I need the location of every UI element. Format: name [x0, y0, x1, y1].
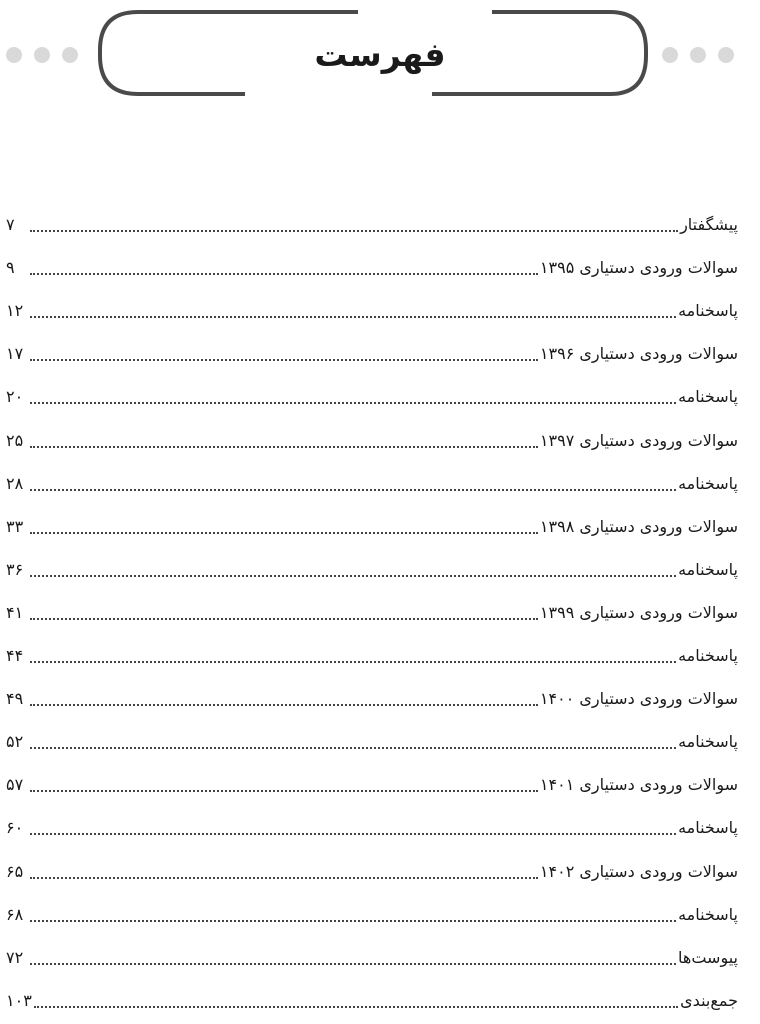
toc-dot-leader [34, 1006, 678, 1008]
toc-entry-page-number: ۱۰۳ [6, 990, 32, 1010]
toc-dot-leader [30, 359, 538, 361]
toc-entry-label: سوالات ورودی دستیاری ۱۳۹۵ [539, 258, 738, 278]
toc-entry-label: جمع‌بندی [680, 990, 738, 1010]
toc-entry-page-number: ۳۳ [6, 516, 24, 536]
page-title: فهرست [314, 35, 446, 74]
toc-entry-page-number: ۴۴ [6, 646, 24, 665]
toc-entry-label: سوالات ورودی دستیاری ۱۳۹۶ [539, 344, 738, 364]
toc-entry-label: سوالات ورودی دستیاری ۱۳۹۷ [539, 430, 738, 450]
toc-dot-leader [30, 920, 676, 922]
toc-entry-page-number: ۶۵ [6, 861, 24, 881]
toc-dot-leader [30, 704, 538, 706]
toc-entry-page-number: ۶۸ [6, 904, 24, 924]
toc-entry[interactable] [6, 416, 738, 452]
toc-entry-page-number: ۲۰ [6, 387, 24, 407]
toc-entry-label: سوالات ورودی دستیاری ۱۴۰۰ [539, 689, 738, 709]
toc-entry-label: سوالات ورودی دستیاری ۱۳۹۸ [539, 516, 738, 536]
toc-entry[interactable] [6, 459, 738, 495]
toc-entry[interactable] [6, 631, 738, 667]
toc-dot-leader [30, 661, 676, 663]
toc-entry-page-number: ۷۲ [6, 947, 24, 967]
toc-entry[interactable] [6, 200, 738, 236]
toc-entry[interactable] [6, 890, 738, 926]
toc-entry-label: پاسخنامه [678, 301, 738, 321]
toc-entry[interactable] [6, 502, 738, 538]
toc-dot-leader [30, 316, 676, 318]
toc-entry[interactable] [6, 545, 738, 581]
toc-entry[interactable] [6, 674, 738, 710]
toc-entry-page-number: ۴۹ [6, 689, 24, 709]
decorative-dot [662, 47, 678, 63]
decorative-dot [6, 47, 22, 63]
toc-entry-label: پاسخنامه [678, 646, 738, 665]
decorative-dot [62, 47, 78, 63]
toc-entry-page-number: ۷ [6, 215, 15, 234]
page-header [0, 0, 760, 110]
toc-dot-leader [30, 963, 676, 965]
toc-entry-label: پاسخنامه [678, 387, 738, 407]
toc-entry-page-number: ۶۰ [6, 818, 24, 838]
toc-entry-page-number: ۳۶ [6, 559, 24, 579]
toc-entry-page-number: ۹ [6, 258, 15, 278]
toc-entry-page-number: ۱۲ [6, 301, 24, 321]
toc-entry-label: پاسخنامه [678, 732, 738, 752]
toc-dot-leader [30, 230, 678, 232]
toc-dot-leader [30, 747, 676, 749]
toc-dot-leader [30, 532, 538, 534]
toc-entry-label: پیشگفتار [680, 215, 738, 234]
toc-dot-leader [30, 489, 676, 491]
decorative-dot [718, 47, 734, 63]
toc-entry-label: پاسخنامه [678, 818, 738, 838]
toc-entry-page-number: ۲۸ [6, 473, 24, 493]
toc-entry[interactable] [6, 243, 738, 279]
toc-entry-label: پاسخنامه [678, 473, 738, 493]
toc-dot-leader [30, 273, 538, 275]
toc-entry-page-number: ۴۱ [6, 602, 24, 622]
toc-dot-leader [30, 618, 538, 620]
toc-entry-label: سوالات ورودی دستیاری ۱۳۹۹ [539, 602, 738, 622]
decorative-dot [34, 47, 50, 63]
toc-entry[interactable] [6, 760, 738, 796]
toc-entry-label: پیوست‌ها [678, 947, 738, 967]
toc-dot-leader [30, 833, 676, 835]
toc-entry[interactable] [6, 803, 738, 839]
toc-entry-label: سوالات ورودی دستیاری ۱۴۰۱ [539, 775, 738, 795]
toc-entry-label: پاسخنامه [678, 559, 738, 579]
toc-entry-page-number: ۵۲ [6, 732, 24, 752]
toc-entry[interactable] [6, 588, 738, 624]
toc-dot-leader [30, 790, 538, 792]
toc-entry[interactable] [6, 717, 738, 753]
toc-entry-label: سوالات ورودی دستیاری ۱۴۰۲ [539, 861, 738, 881]
toc-entry-page-number: ۵۷ [6, 775, 24, 795]
toc-dot-leader [30, 575, 676, 577]
toc-dot-leader [30, 446, 538, 448]
toc-entry-page-number: ۲۵ [6, 430, 24, 450]
toc-entry[interactable] [6, 976, 738, 1012]
toc-entry[interactable] [6, 847, 738, 883]
toc-entry[interactable] [6, 372, 738, 408]
toc-entry[interactable] [6, 286, 738, 322]
toc-entry-label: پاسخنامه [678, 904, 738, 924]
toc-entry-page-number: ۱۷ [6, 344, 24, 364]
toc-entry[interactable] [6, 933, 738, 969]
decorative-dot [690, 47, 706, 63]
toc-entry[interactable] [6, 329, 738, 365]
toc-dot-leader [30, 402, 676, 404]
toc-dot-leader [30, 877, 538, 879]
